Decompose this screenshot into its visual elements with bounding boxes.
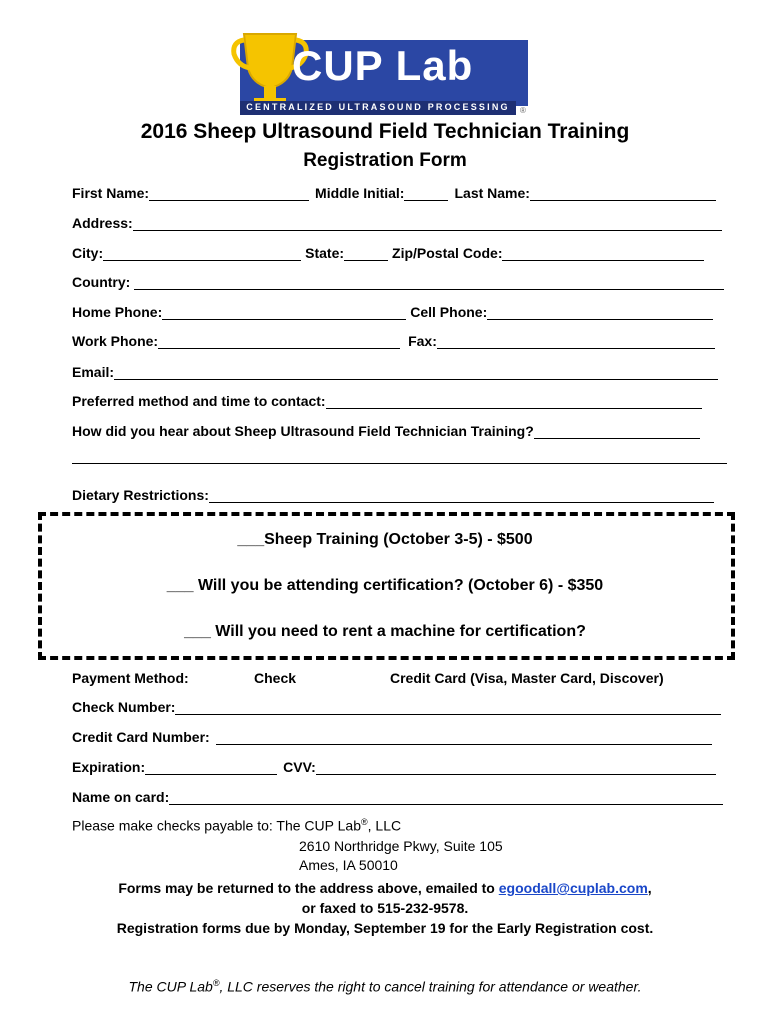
country-field[interactable] <box>134 276 724 290</box>
return-info-prefix: Forms may be returned to the address above, emailed to <box>118 880 499 896</box>
email-row <box>72 364 718 380</box>
how-heard-field[interactable] <box>534 425 700 439</box>
expiration-field[interactable] <box>145 761 277 775</box>
how-heard-row <box>72 423 700 439</box>
fax-field[interactable] <box>437 335 715 349</box>
card-number-row <box>72 729 712 745</box>
checks-payable-line <box>72 817 401 834</box>
footer-reg: ® <box>212 978 220 988</box>
expiration-row <box>72 759 716 775</box>
return-info-suffix: , <box>647 880 652 896</box>
payment-method-label: Payment Method: <box>72 670 189 686</box>
expiration-label: Expiration: <box>72 759 146 775</box>
how-heard-continuation-row <box>72 450 727 464</box>
preferred-contact-label: Preferred method and time to contact: <box>72 393 326 409</box>
check-number-field[interactable] <box>175 701 721 715</box>
footer-prefix: The CUP Lab <box>128 978 213 995</box>
return-info-line-2: or faxed to 515-232-9578. <box>301 900 469 916</box>
address-label: Address: <box>72 215 133 231</box>
how-heard-label: How did you hear about Sheep Ultrasound Field Technician Training? <box>72 423 534 439</box>
middle-initial-field[interactable] <box>404 187 448 201</box>
footer-suffix: , LLC reserves the right to cancel training for attendance or weather. <box>219 978 642 995</box>
logo-registered-mark: ® <box>520 106 526 115</box>
cancellation-notice <box>0 978 770 995</box>
check-number-row <box>72 699 721 715</box>
work-fax-row <box>72 333 715 349</box>
dietary-row <box>72 487 714 503</box>
cell-phone-field[interactable] <box>487 306 713 320</box>
name-on-card-label: Name on card: <box>72 789 170 805</box>
cell-phone-label: Cell Phone: <box>410 304 488 320</box>
check-number-label: Check Number: <box>72 699 176 715</box>
name-row <box>72 185 716 201</box>
name-on-card-field[interactable] <box>169 791 723 805</box>
logo-tagline: CENTRALIZED ULTRASOUND PROCESSING <box>246 102 510 112</box>
first-name-label: First Name: <box>72 185 150 201</box>
option-certification[interactable]: ___ Will you be attending certification? (October 6) - $350 <box>166 577 604 594</box>
city-row <box>72 245 704 261</box>
zip-label: Zip/Postal Code: <box>392 245 503 261</box>
logo-name: CUP Lab <box>292 42 474 89</box>
city-field[interactable] <box>103 247 301 261</box>
preferred-contact-field[interactable] <box>326 395 702 409</box>
payable-address-line-3: Ames, IA 50010 <box>299 857 398 873</box>
dietary-field[interactable] <box>209 489 714 503</box>
cup-lab-logo <box>230 28 530 118</box>
first-name-field[interactable] <box>149 187 309 201</box>
card-number-label: Credit Card Number: <box>72 729 210 745</box>
cvv-label: CVV: <box>283 759 316 775</box>
checks-payable-prefix: Please make checks payable to: The CUP Lab <box>72 817 361 834</box>
state-label: State: <box>305 245 345 261</box>
checks-payable-reg: ® <box>360 817 368 827</box>
option-rent-machine[interactable]: ___ Will you need to rent a machine for certification? <box>184 623 586 640</box>
email-field[interactable] <box>114 366 718 380</box>
card-number-field[interactable] <box>216 731 712 745</box>
checks-payable-suffix: , LLC <box>367 817 402 834</box>
name-on-card-row <box>72 789 723 805</box>
phone-row <box>72 304 713 320</box>
address-field[interactable] <box>133 217 722 231</box>
home-phone-field[interactable] <box>162 306 406 320</box>
address-row <box>72 215 722 231</box>
how-heard-field-line-2[interactable] <box>72 450 727 464</box>
form-subtitle: Registration Form <box>303 150 467 171</box>
payment-check-option[interactable]: Check <box>254 670 297 686</box>
home-phone-label: Home Phone: <box>72 304 163 320</box>
last-name-field[interactable] <box>530 187 716 201</box>
payable-address-line-2: 2610 Northridge Pkwy, Suite 105 <box>299 838 503 854</box>
return-info-line-1 <box>0 880 770 896</box>
state-field[interactable] <box>344 247 388 261</box>
return-info-line-3: Registration forms due by Monday, September 19 for the Early Registration cost. <box>116 920 654 936</box>
country-label: Country: <box>72 274 131 290</box>
middle-initial-label: Middle Initial: <box>315 185 405 201</box>
dietary-label: Dietary Restrictions: <box>72 487 209 503</box>
fax-label: Fax: <box>408 333 437 349</box>
payment-credit-card-option[interactable]: Credit Card (Visa, Master Card, Discover) <box>390 670 664 686</box>
cvv-field[interactable] <box>316 761 716 775</box>
last-name-label: Last Name: <box>454 185 530 201</box>
form-title: 2016 Sheep Ultrasound Field Technician Training <box>140 120 630 143</box>
email-label: Email: <box>72 364 115 380</box>
preferred-contact-row <box>72 393 702 409</box>
city-label: City: <box>72 245 104 261</box>
option-sheep-training[interactable]: ___Sheep Training (October 3-5) - $500 <box>237 531 533 548</box>
work-phone-field[interactable] <box>158 335 400 349</box>
work-phone-label: Work Phone: <box>72 333 159 349</box>
zip-field[interactable] <box>502 247 704 261</box>
contact-email-link[interactable]: egoodall@cuplab.com <box>498 880 648 896</box>
country-row <box>72 274 724 290</box>
